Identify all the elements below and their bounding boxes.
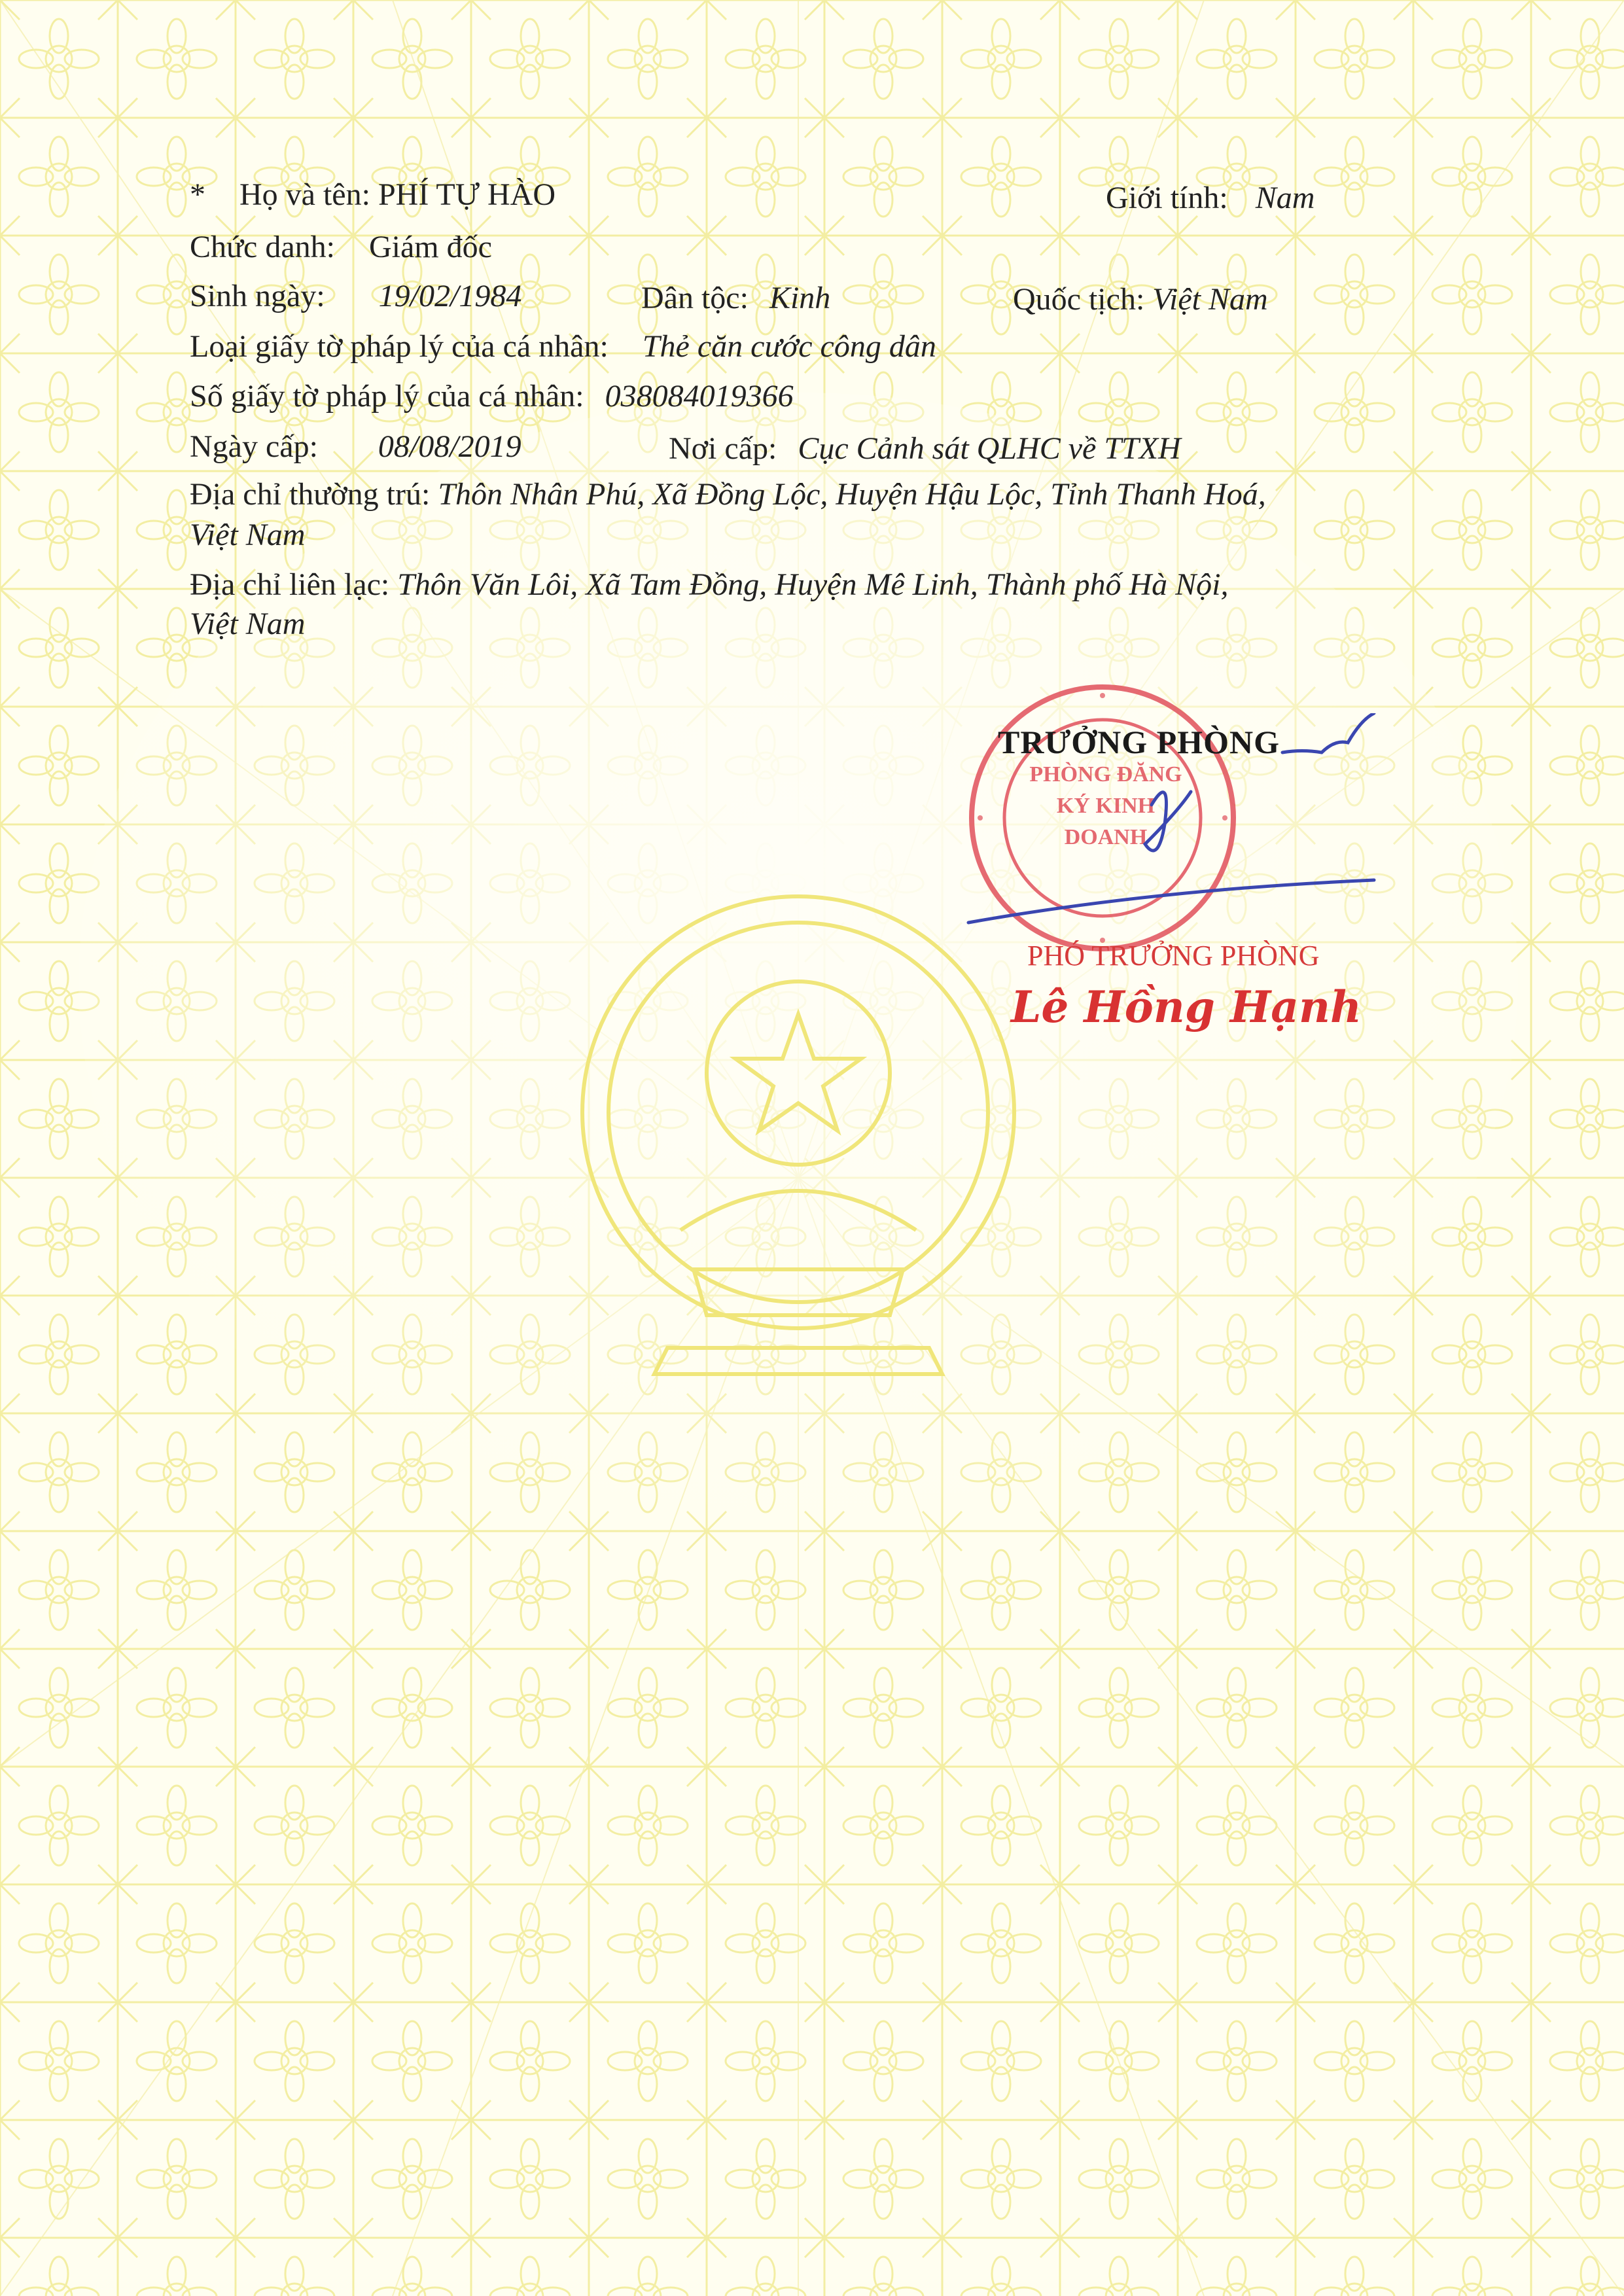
contact-address-value-cont: Việt Nam <box>190 607 306 641</box>
gender-value: Nam <box>1255 181 1315 215</box>
issue-date-label: Ngày cấp: <box>190 429 318 464</box>
signature-title: TRƯỞNG PHÒNG <box>998 724 1280 760</box>
issue-place-field <box>669 431 1181 467</box>
doc-number-row <box>190 378 794 414</box>
nationality-label: Quốc tịch: <box>1013 282 1145 317</box>
gender-label: Giới tính: <box>1106 181 1228 215</box>
dob-row <box>190 278 521 314</box>
dob-label: Sinh ngày: <box>190 279 325 313</box>
doc-number-label: Số giấy tờ pháp lý của cá nhân: <box>190 379 584 414</box>
doc-number-value: 038084019366 <box>605 379 794 414</box>
ethnicity-value: Kinh <box>769 281 831 315</box>
issue-place-label: Nơi cấp: <box>669 431 777 466</box>
permanent-address-label: Địa chỉ thường trú: <box>190 477 431 512</box>
bullet-marker: * <box>190 177 205 212</box>
deputy-title: PHÓ TRƯỞNG PHÒNG <box>1027 940 1320 972</box>
name-row <box>190 177 556 213</box>
gender-field <box>1106 180 1315 216</box>
nationality-field <box>1013 281 1268 317</box>
title-value: Giám đốc <box>368 230 492 264</box>
doc-type-label: Loại giấy tờ pháp lý của cá nhân: <box>190 329 609 364</box>
issue-date-value: 08/08/2019 <box>378 429 521 464</box>
doc-type-row <box>190 328 936 364</box>
issue-place-value: Cục Cảnh sát QLHC về TTXH <box>798 431 1181 466</box>
title-label: Chức danh: <box>190 230 335 264</box>
doc-type-value: Thẻ căn cước công dân <box>642 329 936 364</box>
contact-address-row <box>190 567 1229 603</box>
dob-value: 19/02/1984 <box>378 279 522 313</box>
signer-name: Lê Hồng Hạnh <box>1011 981 1362 1033</box>
title-row <box>190 229 492 265</box>
contact-address-label: Địa chỉ liên lạc: <box>190 567 390 602</box>
name-label: Họ và tên: <box>239 177 370 212</box>
contact-address-value: Thôn Văn Lôi, Xã Tam Đồng, Huyện Mê Linh, Thành phố Hà Nội, <box>397 567 1229 602</box>
name-value: PHÍ TỰ HÀO <box>378 177 556 212</box>
stamp-text: PHÒNG ĐĂNG KÝ KINH DOANH <box>1029 762 1182 849</box>
ethnicity-label: Dân tộc: <box>641 281 749 315</box>
issue-date-row <box>190 429 521 465</box>
nationality-value: Việt Nam <box>1152 282 1268 317</box>
ethnicity-field <box>641 280 830 316</box>
permanent-address-value-cont: Việt Nam <box>190 518 306 552</box>
permanent-address-value: Thôn Nhân Phú, Xã Đồng Lộc, Huyện Hậu Lộc, Tỉnh Thanh Hoá, <box>438 477 1266 512</box>
permanent-address-row <box>190 476 1266 512</box>
